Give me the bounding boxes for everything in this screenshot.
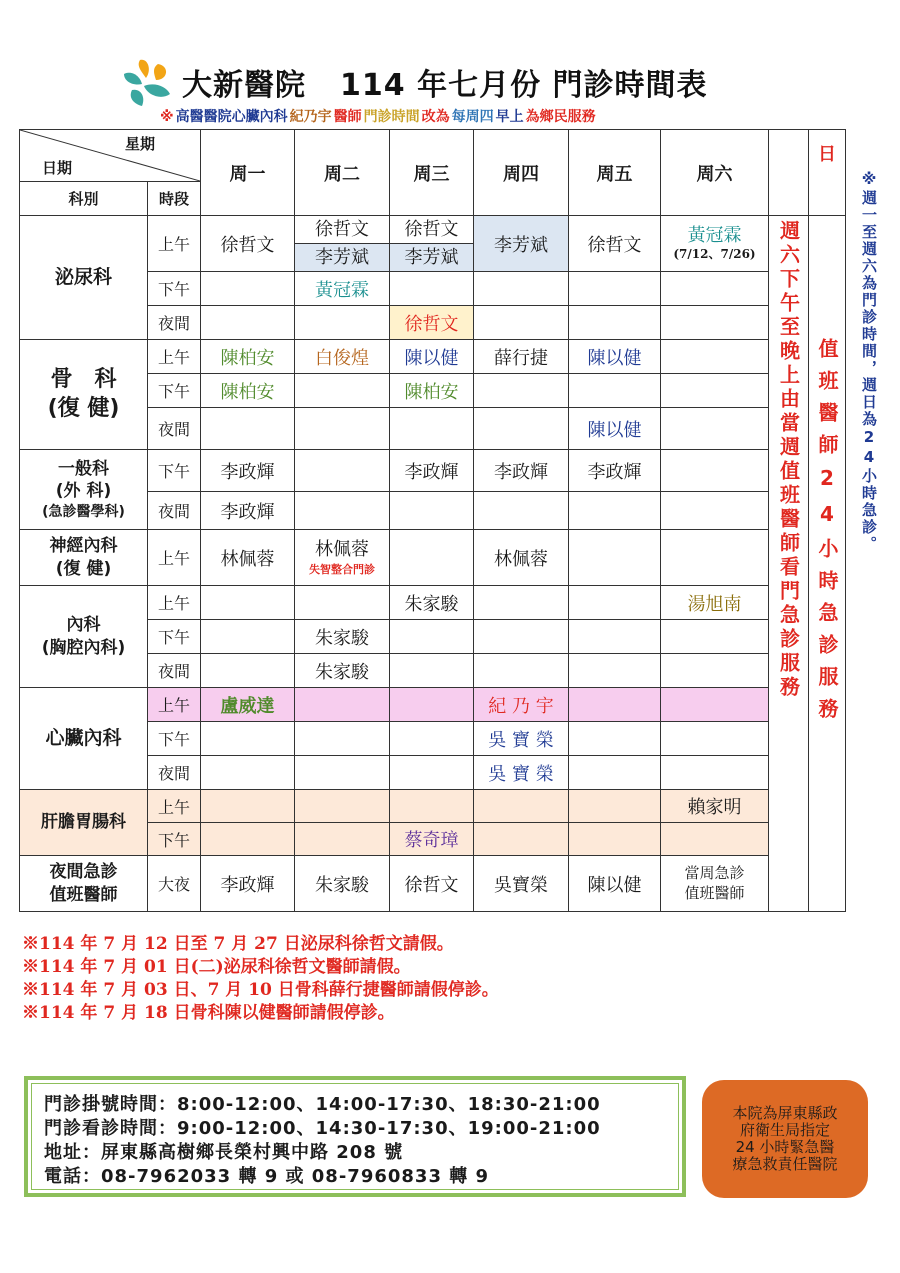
leave-notice: ※114 年 7 月 03 日、7 月 10 日骨科薛行捷醫師請假停診。 xyxy=(22,980,499,1000)
emergency-hospital-badge xyxy=(702,1080,868,1198)
notice-banner xyxy=(160,106,598,126)
cell-ngt-fri: 陳以健 xyxy=(569,856,661,912)
day-fri: 周五 xyxy=(569,130,661,216)
cell-uro-nt-wed: 徐哲文 xyxy=(390,306,474,340)
cell-uro-am-tue-b: 李芳斌 xyxy=(295,244,389,271)
leave-notices xyxy=(22,933,499,1025)
cell-uro-am-sat xyxy=(661,216,769,272)
corner-header xyxy=(20,130,201,182)
cell-gen-pm-thu: 李政輝 xyxy=(474,450,569,492)
period-pm: 下午 xyxy=(148,620,201,654)
leave-notice: ※114 年 7 月 01 日(二)泌尿科徐哲文醫師請假。 xyxy=(22,957,411,977)
dept-cardio: 心臟內科 xyxy=(20,688,148,790)
cell-gen-pm-mon: 李政輝 xyxy=(201,450,295,492)
cell-uro-am-fri: 徐哲文 xyxy=(569,216,661,272)
clinic-schedule-table xyxy=(19,129,846,912)
cell-gas-pm-wed: 蔡奇璋 xyxy=(390,823,474,856)
cell-int-am-sat: 湯旭南 xyxy=(661,586,769,620)
period-pm: 下午 xyxy=(148,272,201,306)
cell-uro-am-wed xyxy=(390,216,474,272)
badge-line: 24 小時緊急醫 xyxy=(735,1138,835,1156)
period-pm: 下午 xyxy=(148,823,201,856)
phone: 電話：08-7962033 轉 9 或 08-7960833 轉 9 xyxy=(44,1166,490,1187)
dept-general-line2: (外 科) xyxy=(55,481,112,502)
dept-gastro: 肝膽胃腸科 xyxy=(20,790,148,856)
cell-ngt-wed: 徐哲文 xyxy=(390,856,474,912)
cell-ngt-thu: 吳寶榮 xyxy=(474,856,569,912)
corner-date: 日期 xyxy=(42,159,73,177)
period-pm: 下午 xyxy=(148,450,201,492)
dept-general-line3: (急診醫學科) xyxy=(42,503,125,520)
saturday-afternoon-note-text: 週六下午至晚上由當週值班醫師看門急診服務 xyxy=(776,220,801,700)
cell-uro-am-wed-b: 李芳斌 xyxy=(390,244,473,271)
period-pm: 下午 xyxy=(148,374,201,408)
cell-ort-nt-fri: 陳以健 xyxy=(569,408,661,450)
uro-am-sat-dates: (7/12、7/26) xyxy=(673,247,756,262)
dept-night-er-line1: 夜間急診 xyxy=(49,862,118,883)
dept-general xyxy=(20,450,148,530)
cell-uro-pm-tue: 黃冠霖 xyxy=(295,272,390,306)
day-sat: 周六 xyxy=(661,130,769,216)
cell-car-nt-thu: 吳 寶 榮 xyxy=(474,756,569,790)
notice-segment: 紀乃宇 xyxy=(289,109,332,125)
period-night: 夜間 xyxy=(148,408,201,450)
period-am: 上午 xyxy=(148,688,201,722)
cell-ort-am-tue: 白俊煌 xyxy=(295,340,390,374)
day-tue: 周二 xyxy=(295,130,390,216)
cell-ort-am-mon: 陳柏安 xyxy=(201,340,295,374)
period-pm: 下午 xyxy=(148,722,201,756)
cell-gen-pm-wed: 李政輝 xyxy=(390,450,474,492)
dept-internal xyxy=(20,586,148,688)
address: 地址：屏東縣高樹鄉長榮村興中路 208 號 xyxy=(44,1142,404,1163)
page-title xyxy=(182,60,708,104)
cell-gen-pm-fri: 李政輝 xyxy=(569,450,661,492)
cell-ort-am-fri: 陳以健 xyxy=(569,340,661,374)
corner-dept: 科別 xyxy=(20,182,148,216)
period-late-night: 大夜 xyxy=(148,856,201,912)
notice-segment: 每周四 xyxy=(451,109,494,125)
dept-urology: 泌尿科 xyxy=(20,216,148,340)
consultation-hours: 門診看診時間：9:00-12:00、14:30-17:30、19:00-21:00 xyxy=(44,1118,601,1139)
day-sat-extra xyxy=(769,130,809,216)
neu-am-tue-note: 失智整合門診 xyxy=(309,563,375,577)
sunday-note-text: 值班醫師24小時急診服務 xyxy=(815,338,839,730)
dept-ortho-line1: 骨 科 xyxy=(50,366,117,392)
hospital-logo-icon xyxy=(118,56,174,108)
period-night: 夜間 xyxy=(148,306,201,340)
schedule-title: 114 年七月份 門診時間表 xyxy=(340,68,708,103)
cell-uro-am-tue-a: 徐哲文 xyxy=(295,216,389,244)
cell-car-am-thu: 紀 乃 宇 xyxy=(474,688,569,722)
badge-line: 本院為屏東縣政 xyxy=(732,1104,838,1122)
day-mon: 周一 xyxy=(201,130,295,216)
notice-segment: ※ xyxy=(160,109,174,125)
badge-line: 府衛生局指定 xyxy=(739,1121,830,1139)
cell-int-nt-tue: 朱家駿 xyxy=(295,654,390,688)
cell-ort-am-wed: 陳以健 xyxy=(390,340,474,374)
hospital-name: 大新醫院 xyxy=(182,68,306,103)
notice-segment: 醫師 xyxy=(333,109,362,125)
period-am: 上午 xyxy=(148,530,201,586)
sunday-note xyxy=(809,216,846,912)
notice-segment: 為鄉民服務 xyxy=(525,109,596,125)
uro-am-sat-doctor: 黃冠霖 xyxy=(687,225,742,246)
cell-uro-am-thu: 李芳斌 xyxy=(474,216,569,272)
period-am: 上午 xyxy=(148,340,201,374)
cell-int-pm-tue: 朱家駿 xyxy=(295,620,390,654)
dept-general-line1: 一般科 xyxy=(58,459,109,480)
dept-neuro xyxy=(20,530,148,586)
cell-neu-am-thu: 林佩蓉 xyxy=(474,530,569,586)
notice-segment: 門診時間 xyxy=(363,109,420,125)
cell-ort-pm-wed: 陳柏安 xyxy=(390,374,474,408)
dept-internal-line1: 內科 xyxy=(66,615,101,636)
cell-uro-am-mon: 徐哲文 xyxy=(201,216,295,272)
ngt-sat-line2: 值班醫師 xyxy=(684,883,745,902)
day-thu: 周四 xyxy=(474,130,569,216)
cell-neu-am-mon: 林佩蓉 xyxy=(201,530,295,586)
cell-ngt-tue: 朱家駿 xyxy=(295,856,390,912)
neu-am-tue-doctor: 林佩蓉 xyxy=(315,538,369,560)
day-wed: 周三 xyxy=(390,130,474,216)
cell-uro-am-tue xyxy=(295,216,390,272)
dept-ortho-line2: (復 健) xyxy=(47,395,120,421)
ngt-sat-line1: 當周急診 xyxy=(684,864,745,882)
cell-int-am-wed: 朱家駿 xyxy=(390,586,474,620)
leave-notice: ※114 年 7 月 18 日骨科陳以健醫師請假停診。 xyxy=(22,1003,395,1023)
side-note: ※週一至週六為門診時間，週日為24小時急診。 xyxy=(860,170,878,553)
cell-gas-am-sat: 賴家明 xyxy=(661,790,769,823)
corner-period: 時段 xyxy=(148,182,201,216)
cell-ngt-sat xyxy=(661,856,769,912)
period-night: 夜間 xyxy=(148,492,201,530)
cell-ort-am-thu: 薛行捷 xyxy=(474,340,569,374)
cell-uro-am-wed-a: 徐哲文 xyxy=(390,216,473,244)
notice-segment: 高醫醫院心臟內科 xyxy=(175,109,288,125)
info-box xyxy=(24,1076,686,1197)
corner-weekday: 星期 xyxy=(124,135,155,153)
badge-line: 療急救責任醫院 xyxy=(732,1155,838,1173)
cell-ort-pm-mon: 陳柏安 xyxy=(201,374,295,408)
dept-neuro-line2: (復 健) xyxy=(55,558,112,579)
dept-internal-line2: (胸腔內科) xyxy=(41,637,126,658)
cell-ngt-mon: 李政輝 xyxy=(201,856,295,912)
cell-neu-am-tue xyxy=(295,530,390,586)
period-night: 夜間 xyxy=(148,654,201,688)
dept-ortho xyxy=(20,340,148,450)
dept-night-er xyxy=(20,856,148,912)
leave-notice: ※114 年 7 月 12 日至 7 月 27 日泌尿科徐哲文請假。 xyxy=(22,934,454,954)
period-am: 上午 xyxy=(148,216,201,272)
period-am: 上午 xyxy=(148,790,201,823)
registration-hours: 門診掛號時間：8:00-12:00、14:00-17:30、18:30-21:00 xyxy=(44,1094,601,1115)
cell-gen-nt-mon: 李政輝 xyxy=(201,492,295,530)
cell-car-pm-thu: 吳 寶 榮 xyxy=(474,722,569,756)
period-night: 夜間 xyxy=(148,756,201,790)
notice-segment: 早上 xyxy=(495,109,524,125)
cell-car-am-mon: 盧威達 xyxy=(201,688,295,722)
dept-neuro-line1: 神經內科 xyxy=(49,536,118,557)
dept-night-er-line2: 值班醫師 xyxy=(49,884,118,905)
saturday-afternoon-note xyxy=(769,216,809,912)
period-am: 上午 xyxy=(148,586,201,620)
day-sun: 日 xyxy=(809,130,846,216)
notice-segment: 改為 xyxy=(421,109,450,125)
